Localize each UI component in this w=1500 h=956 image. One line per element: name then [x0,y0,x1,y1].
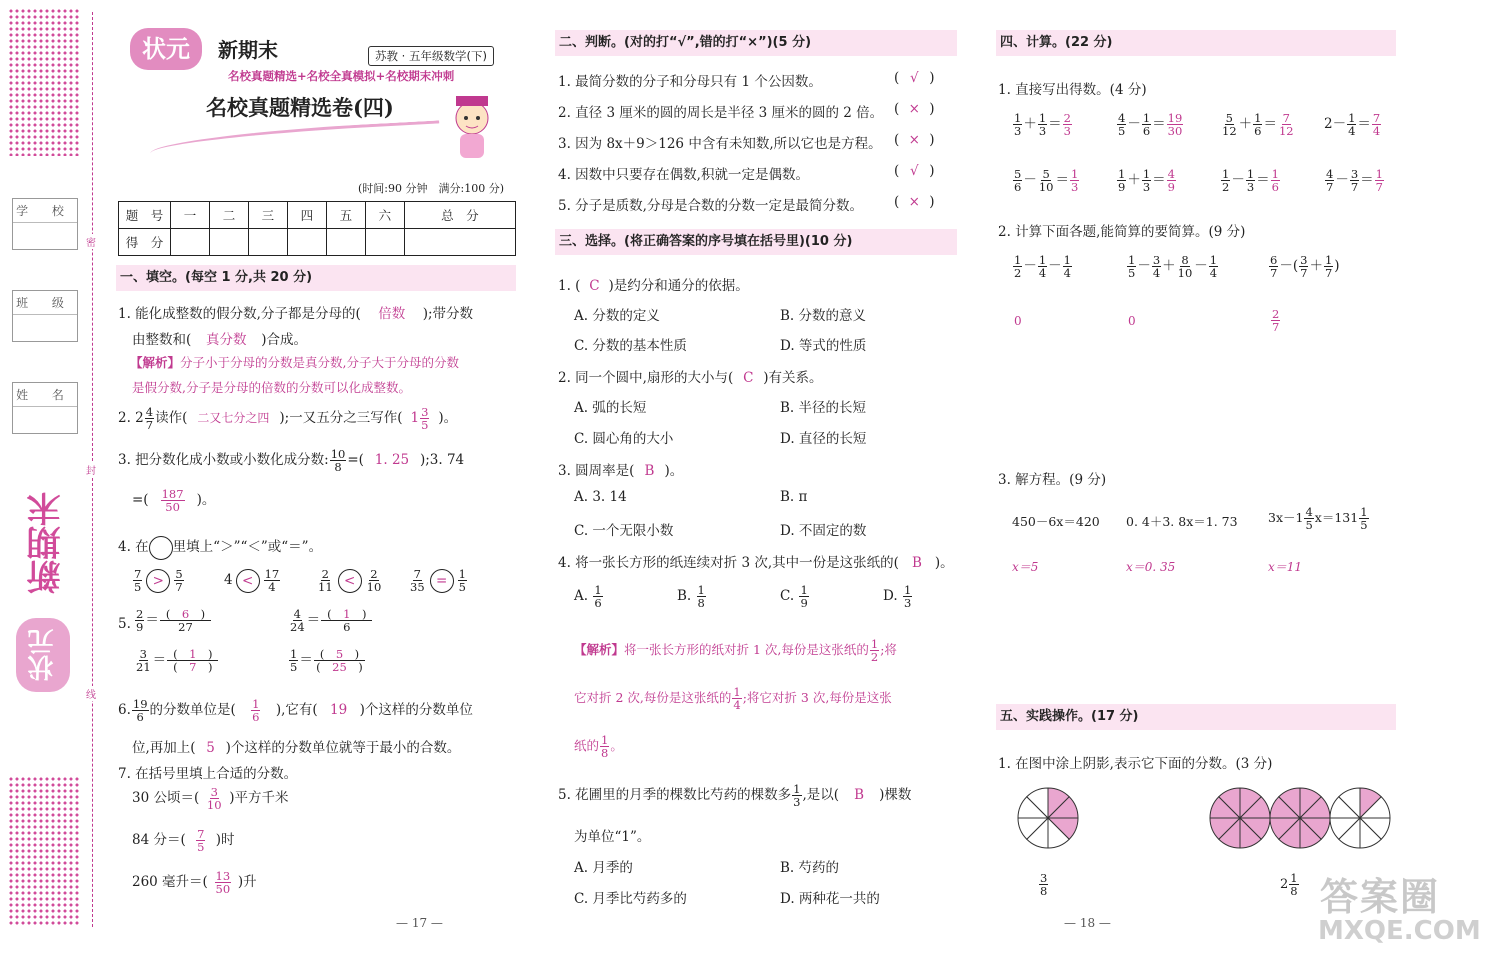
q1-1-analysis: 【解析】分子小于分母的分数是真分数,分子大于分母的分数 [130,355,459,370]
section-2-heading: 二、判断。(对的打“√”,错的打“×”)(5 分) [555,30,957,56]
compare-item: $\frac{7}{35}$ = $\frac{1}{5}$ [410,567,466,594]
score-header-cell: 总 分 [404,202,515,229]
choice-option: B. $\frac{1}{8}$ [677,583,705,610]
s3-q2: 2. 同一个圆中,扇形的大小与( C )有关系。 [558,370,823,386]
q1-7: 7. 在括号里填上合适的分数。 [118,766,298,782]
name-field[interactable]: 姓 名 [12,382,78,434]
judge-item: 1. 最简分数的分子和分母只有 1 个公因数。 [558,74,822,90]
score-header-cell: 四 [287,202,326,229]
sidebar-logo: 状元 [16,618,70,692]
pie1-label: $\frac{3}{8}$ [1040,871,1048,898]
sidebar-dots-bottom [8,776,80,926]
choice-option: D. $\frac{1}{3}$ [883,583,912,610]
judge-answer: ( × ) [894,101,935,117]
page-number-17: — 17 — [396,916,443,930]
score-input-cell[interactable] [248,229,287,256]
pie-two-and-one-eighth [1208,786,1392,850]
score-header-cell: 题 号 [119,202,171,229]
s3-q1: 1. ( C )是约分和通分的依据。 [558,278,749,294]
s3-q4-analysis-3: 纸的 $\frac{1}{8}$ 。 [574,733,623,760]
q1-5-label: 5. [118,616,131,632]
watermark-url: MXQE.COM [1318,916,1481,946]
score-input-cell[interactable] [365,229,404,256]
q1-1-analysis-2: 是假分数,分子是分母的倍数的分数可以化成整数。 [132,380,411,395]
judge-answer: ( × ) [894,194,935,210]
equivalent-fraction-item: $\frac{4}{24}$ ＝ $\frac{( 1 )}{6}$ [288,608,373,633]
score-label-cell: 得 分 [119,229,171,256]
q1-2: 2. 2 $\frac{4}{7}$ 读作( 二又七分之四 );一又五分之三写作( 1 $\frac{3}{5}$ )。 [118,405,458,432]
judge-answer: ( √ ) [894,163,935,179]
watermark-title: 答案圈 [1320,875,1441,919]
section-1-heading: 一、填空。(每空 1 分,共 20 分) [116,265,516,291]
s4-q3: 3. 解方程。(9 分) [998,472,1107,488]
s3-q4: 4. 将一张长方形的纸连续对折 3 次,其中一份是这张纸的( B )。 [558,555,954,571]
section-4-heading: 四、计算。(22 分) [996,30,1396,56]
score-header-cell: 一 [171,202,210,229]
unit-convert-item: 30 公顷＝( $\frac{3}{10}$ )平方千米 [132,785,289,812]
paper-title: 名校真题精选卷(四) [206,95,394,120]
q1-4-compare-row [132,568,512,602]
unit-convert-item: 84 分＝( $\frac{7}{5}$ )时 [132,827,235,854]
q1-6-line2: 位,再加上( 5 )个这样的分数单位就等于最小的合数。 [132,740,461,756]
slogan: 名校真题精选+名校全真模拟+名校期末冲刺 [228,69,455,83]
s3-q5-line1: 5. 花圃里的月季的棵数比芍药的棵数多 $\frac{1}{3}$ ,是以( B )棵数 [558,782,912,809]
unit-convert-item: 260 毫升＝( $\frac{13}{50}$ )升 [132,869,257,896]
s3-q5-options: A. 月季的 B. 芍药的 C. 月季比芍药多的 D. 两种花一共的 [574,860,880,907]
pie2-label: 2 $\frac{1}{8}$ [1280,871,1298,898]
compare-item: $\frac{7}{5}$ > $\frac{5}{7}$ [134,567,183,594]
score-input-cell[interactable] [287,229,326,256]
q1-3-line2: =( $\frac{187}{50}$ )。 [132,487,216,514]
score-input-cell[interactable] [326,229,365,256]
simplify-calc-grid: $\frac{1}{2}$ － $\frac{1}{4}$ － $\frac{1}{4}$ $\frac{1}{5}$ － $\frac{3}{4}$ ＋ $\frac{8}{10}$ － $\frac{1}{4}$ $\frac{6}{7}$ －( $\frac{3}{7}$ ＋ $\frac{1}{7}$ ) 0 0 $\frac{2}{7}$ [1014,253,1340,334]
compare-item: $\frac{2}{11}$ < $\frac{2}{10}$ [318,567,382,594]
s3-q4-options [574,584,954,614]
class-field[interactable]: 班 级 [12,290,78,342]
s3-q1-options: A. 分数的定义 B. 分数的意义 C. 分数的基本性质 D. 等式的性质 [574,308,867,354]
header-logo: 状元 [130,28,202,70]
sidebar-dots-top [8,8,80,156]
equivalent-fraction-item: $\frac{2}{9}$ ＝ $\frac{( 6 )}{27}$ [134,608,212,633]
s3-q5-line2: 为单位“1”。 [574,829,651,845]
q1-1-line1: 1. 能化成整数的假分数,分子都是分母的( 倍数 );带分数 [118,306,474,322]
section-5-heading: 五、实践操作。(17 分) [996,704,1396,730]
q1-3-line1: 3. 把分数化成小数或小数化成分数: $\frac{10}{8}$ =( 1. 25 );3. 74 [118,447,465,474]
direct-calc-grid: $\frac{1}{3}$ ＋ $\frac{1}{3}$ ＝ $\frac{2}{3}$ $\frac{4}{5}$ － $\frac{1}{6}$ ＝ $\frac{19}{30}$ $\frac{5}{12}$ ＋ $\frac{1}{6}$ ＝ $\frac{7}{12}$ 2－ $\frac{1}{4}$ ＝ $\frac{7}{4}$ $\frac{5}{6}$ － $\frac{5}{10}$ ＝ $\frac{1}{3}$ $\frac{1}{9}$ ＋ $\frac{1}{3}$ ＝ $\frac{4}{9}$ $\frac{1}{2}$ － $\frac{1}{3}$ ＝ $\frac{1}{6}$ $\frac{4}{7}$ － $\frac{3}{7}$ ＝ $\frac{1}{7}$ [1014,111,1383,194]
xian-label: 线 [86,686,96,701]
q1-5-grid [134,608,514,684]
q1-6-line1: 6. $\frac{19}{6}$ 的分数单位是( $\frac{1}{6}$ ),它有( 19 )个这样的分数单位 [118,697,473,724]
q1-7-list [132,786,432,906]
score-header-cell: 六 [365,202,404,229]
judge-item: 5. 分子是质数,分母是合数的分数一定是最简分数。 [558,198,863,214]
equivalent-fraction-item: $\frac{1}{5}$ ＝ $\frac{( 5 )}{( 25 )}$ [288,648,366,673]
sidebar-brand: 新期末 [27,492,67,594]
s3-q2-options: A. 弧的长短 B. 半径的长短 C. 圆心角的大小 D. 直径的长短 [574,400,867,447]
header-swoosh [150,120,441,157]
s3-q3-options: A. 3. 14 B. π C. 一个无限小数 D. 不固定的数 [574,489,867,539]
school-field[interactable]: 学 校 [12,198,78,250]
score-input-cell[interactable] [171,229,210,256]
s3-q4-analysis-2: 它对折 2 次,每份是这张纸的 $\frac{1}{4}$ ;将它对折 3 次,每份是这张 [574,685,892,712]
feng-label: 封 [86,462,96,477]
pie-three-eighths [1016,786,1080,850]
page-number-18: — 18 — [1064,916,1111,930]
series-name: 新期末 [218,38,278,62]
s3-q3: 3. 圆周率是( B )。 [558,463,684,479]
compare-item: 4 < $\frac{17}{4}$ [224,567,280,594]
s4-q2: 2. 计算下面各题,能简算的要简算。(9 分) [998,224,1246,240]
s3-q4-analysis-1: 【解析】将一张长方形的纸对折 1 次,每份是这张纸的 $\frac{1}{2}$ ;将 [574,637,897,664]
score-header-cell: 二 [209,202,248,229]
score-input-cell[interactable] [209,229,248,256]
equivalent-fraction-item: $\frac{3}{21}$ ＝ $\frac{( 1 )}{( 7 )}$ [134,648,219,673]
judge-item: 3. 因为 8x＋9＞126 中含有未知数,所以它也是方程。 [558,136,882,152]
judge-item: 2. 直径 3 厘米的圆的周长是半径 3 厘米的圆的 2 倍。 [558,105,884,121]
q1-1-line2: 由整数和( 真分数 )合成。 [132,332,308,348]
score-table [118,201,516,256]
time-info: (时间:90 分钟 满分:100 分) [358,182,504,195]
grade-tag: 苏教 · 五年级数学(下) [368,46,494,66]
score-header-cell: 三 [248,202,287,229]
score-header-cell: 五 [326,202,365,229]
judge-answer: ( √ ) [894,70,935,86]
judge-item: 4. 因数中只要存在偶数,积就一定是偶数。 [558,167,809,183]
choice-option: A. $\frac{1}{6}$ [574,583,602,610]
judge-answer: ( × ) [894,132,935,148]
s5-q1: 1. 在图中涂上阴影,表示它下面的分数。(3 分) [998,756,1273,772]
mascot-icon [444,88,500,162]
judge-list [558,70,958,220]
s4-q1: 1. 直接写出得数。(4 分) [998,82,1147,98]
mi-label: 密 [86,234,96,249]
equation-grid: 450－6x＝420 0. 4＋3. 8x＝1. 73 3x－1 $\frac{4}{5}$ x＝131 $\frac{1}{5}$ x＝5 x＝0. 35 x＝11 [1012,505,1368,574]
choice-option: C. $\frac{1}{9}$ [780,583,808,610]
section-3-heading: 三、选择。(将正确答案的序号填在括号里)(10 分) [555,229,957,255]
score-input-cell[interactable] [404,229,515,256]
q1-4: 4. 在 里填上“＞”“＜”或“＝”。 [118,535,322,560]
